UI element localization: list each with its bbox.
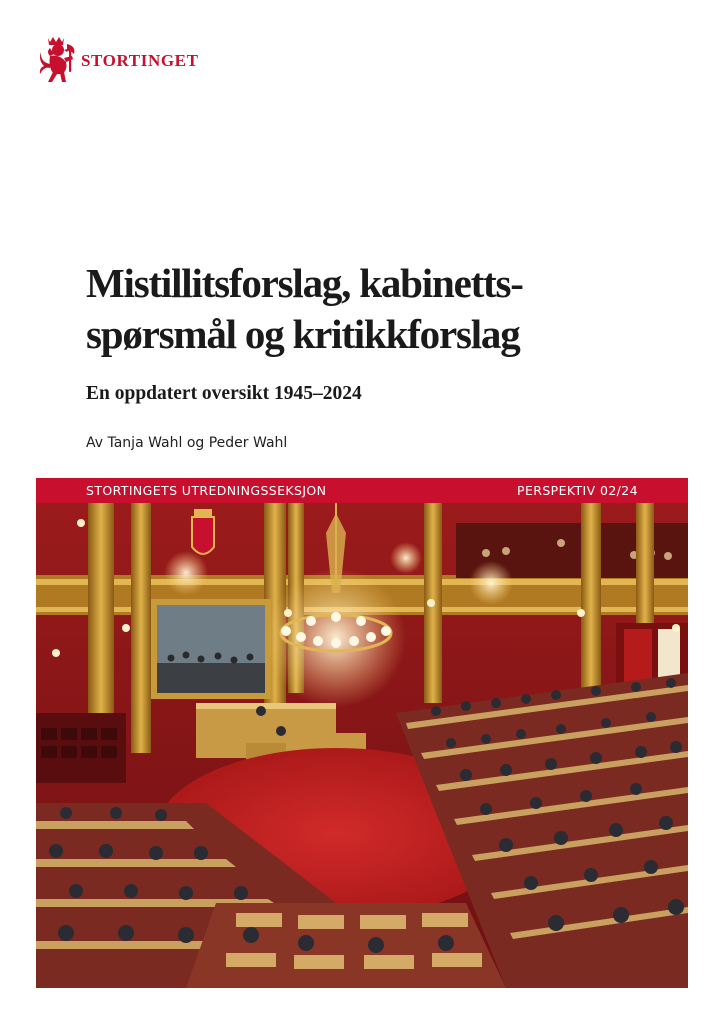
- authors-line: Av Tanja Wahl og Peder Wahl: [86, 435, 288, 451]
- series-band: [36, 478, 688, 503]
- parliament-chamber-photo: [36, 503, 688, 988]
- issue-label: PERSPEKTIV 02/24: [517, 483, 638, 498]
- stortinget-logo: [36, 36, 199, 84]
- document-title: [86, 258, 686, 360]
- document-subtitle: En oppdatert oversikt 1945–2024: [86, 383, 362, 404]
- department-label: STORTINGETS UTREDNINGSSEKSJON: [86, 483, 327, 498]
- title-line-2: spørsmål og kritikkforslag: [86, 311, 520, 357]
- logo-text: STORTINGET: [81, 50, 199, 70]
- title-line-1: Mistillitsforslag, kabinetts-: [86, 260, 523, 306]
- norwegian-lion-icon: [36, 36, 76, 84]
